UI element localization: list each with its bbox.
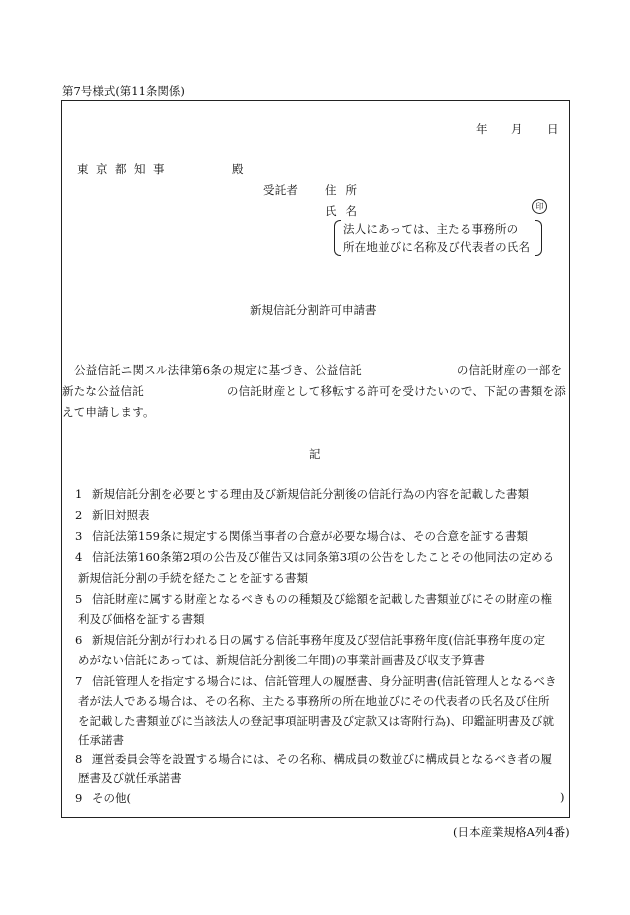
- item-number: 2: [75, 508, 83, 522]
- date-day-label: 日: [547, 122, 559, 136]
- item-text: 新旧対照表: [92, 508, 150, 522]
- list-item: [75, 591, 552, 607]
- item-text: 信託財産に属する財産となるべきものの種類及び総額を記載した書類並びにその財産の権: [92, 592, 552, 606]
- item-number: 1: [75, 487, 83, 501]
- item-text: 信託法第159条に規定する関係当事者の合意が必要な場合は、その合意を証する書類: [92, 529, 528, 543]
- addressee-honorific: 殿: [232, 162, 244, 176]
- list-item: [75, 790, 131, 806]
- item-number: 3: [75, 529, 83, 543]
- body-text: 新たな公益信託: [62, 384, 144, 398]
- item-text: その他(: [92, 791, 131, 805]
- bracket-right-icon: [535, 220, 542, 256]
- bracket-left-icon: [334, 220, 341, 256]
- date-month-label: 月: [511, 122, 523, 136]
- item-number: 8: [75, 752, 83, 766]
- body-line-2: [62, 383, 566, 399]
- item-number: 9: [75, 791, 83, 805]
- corp-note-line: 所在地並びに名称及び代表者の氏名: [343, 240, 531, 254]
- list-item: [75, 486, 529, 502]
- body-text: 公益信託ニ関スル法律第6条の規定に基づき、公益信託: [74, 363, 362, 377]
- item-text-cont: 任承諾書: [78, 733, 124, 747]
- list-item: [75, 673, 556, 689]
- footer-note: (日本産業規格A列4番): [453, 825, 570, 839]
- item-text-cont: 者が法人である場合は、その名称、主たる事務所の所在地並びにその代表者の氏名及び住所: [78, 694, 550, 708]
- item-number: 4: [75, 550, 83, 564]
- body-text: の信託財産として移転する許可を受けたいので、下記の書類を添: [226, 384, 566, 398]
- list-item: [75, 632, 545, 648]
- item-text-cont: 新規信託分割の手続を経たことを証する書類: [78, 571, 308, 585]
- list-item: [75, 751, 552, 767]
- item-text: 信託管理人を指定する場合には、信託管理人の履歴書、身分証明書(信託管理人となるべき: [92, 674, 557, 688]
- item-number: 7: [75, 674, 83, 688]
- item-text: 新規信託分割を必要とする理由及び新規信託分割後の信託行為の内容を記載した書類: [92, 487, 529, 501]
- list-item: [75, 528, 528, 544]
- item-text-cont: 利及び価格を証する書類: [78, 612, 205, 626]
- item-number: 5: [75, 592, 83, 606]
- item-text-cont: 歴書及び就任承諾書: [78, 771, 182, 785]
- date-year-label: 年: [476, 122, 488, 136]
- corp-note-line: 法人にあっては、主たる事務所の: [343, 222, 519, 236]
- item-text-cont: めがない信託にあっては、新規信託分割後二年間)の事業計画書及び収支予算書: [78, 653, 485, 667]
- item-text: 運営委員会等を設置する場合には、その名称、構成員の数並びに構成員となるべき者の履: [92, 752, 552, 766]
- seal-icon: 印: [532, 199, 547, 214]
- ki-label: 記: [309, 447, 321, 461]
- item9-close-paren: ): [560, 790, 565, 804]
- item-number: 6: [75, 633, 83, 647]
- body-text: の信託財産の一部を: [456, 363, 563, 377]
- address-label: 住所: [325, 183, 366, 197]
- name-label: 氏名: [325, 204, 366, 218]
- item-text: 新規信託分割が行われる日の属する信託事務年度及び翌信託事務年度(信託事務年度の定: [92, 633, 545, 647]
- document-title: 新規信託分割許可申請書: [250, 303, 377, 317]
- list-item: [75, 549, 554, 565]
- addressee: 東京都知事: [77, 162, 172, 176]
- item-text-cont: を記載した書類並びに当該法人の登記事項証明書及び定款又は寄附行為)、印鑑証明書及び就: [78, 714, 554, 728]
- list-item: [75, 507, 150, 523]
- form-label: 第7号様式(第11条関係): [62, 84, 185, 98]
- trustor-label: 受託者: [263, 183, 299, 197]
- item-text: 信託法第160条第2項の公告及び催告又は同条第3項の公告をしたことその他同法の定める: [92, 550, 555, 564]
- body-line-1: [62, 362, 562, 378]
- body-line-3: えて申請します。: [62, 405, 155, 419]
